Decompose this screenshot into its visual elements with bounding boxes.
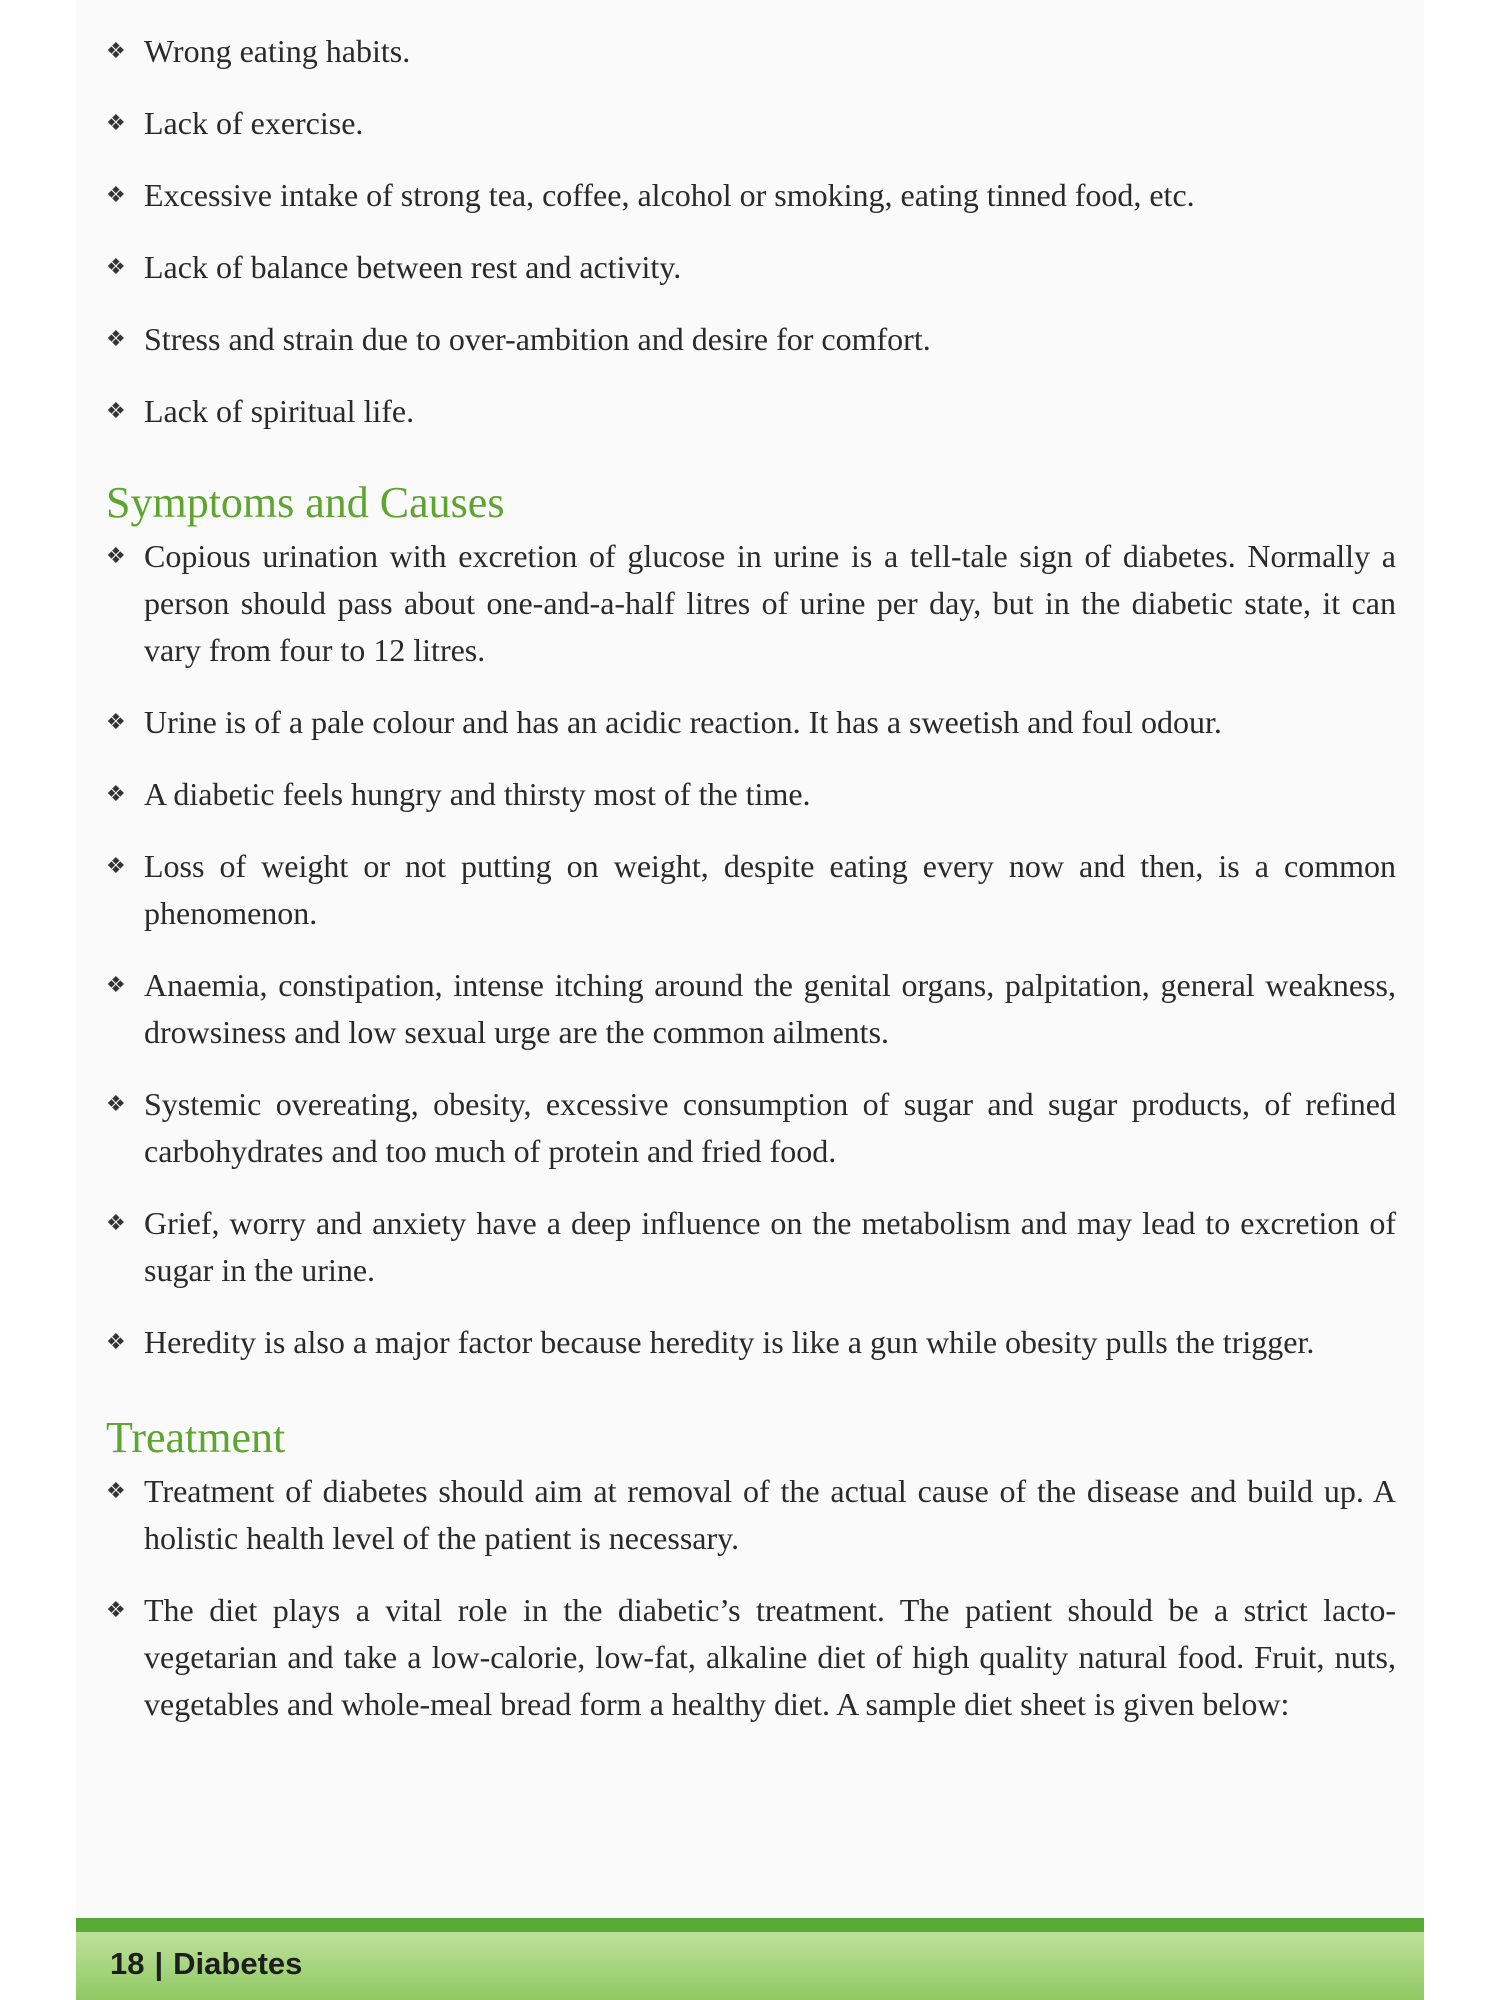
list-item — [106, 1468, 1396, 1562]
list-item-text: A diabetic feels hungry and thirsty most of the time. — [144, 776, 811, 812]
list-item-text: Treatment of diabetes should aim at removal of the actual cause of the disease and build up. A holistic health level of the patient is necessary. — [144, 1473, 1396, 1556]
page — [76, 0, 1424, 2000]
section-heading-symptoms: Symptoms and Causes — [106, 478, 505, 527]
page-number: 18 — [110, 1946, 145, 1981]
symptoms-list — [106, 533, 1396, 1366]
chapter-title: Diabetes — [173, 1946, 303, 1981]
list-item — [106, 388, 1396, 435]
bullet-diamond-icon: ❖ — [106, 973, 126, 998]
list-item — [106, 172, 1396, 219]
list-item-text: Lack of spiritual life. — [144, 393, 415, 429]
list-item — [106, 1200, 1396, 1294]
list-item-text: Systemic overeating, obesity, excessive consumption of sugar and sugar products, of refined carbohydrates and too much of protein and fried food. — [144, 1086, 1396, 1169]
bullet-diamond-icon: ❖ — [106, 854, 126, 879]
bullet-diamond-icon: ❖ — [106, 1479, 126, 1504]
treatment-list — [106, 1468, 1396, 1728]
bullet-diamond-icon: ❖ — [106, 544, 126, 569]
list-item-text: Excessive intake of strong tea, coffee, alcohol or smoking, eating tinned food, etc. — [144, 177, 1195, 213]
list-item — [106, 316, 1396, 363]
list-item-text: Copious urination with excretion of glucose in urine is a tell-tale sign of diabetes. Normally a person should pass about one-and-a-half litres of urine per day, but in the diabetic state, it can vary from four to 12 litres. — [144, 538, 1396, 668]
bullet-diamond-icon: ❖ — [106, 255, 126, 280]
bullet-diamond-icon: ❖ — [106, 1598, 126, 1623]
bullet-diamond-icon: ❖ — [106, 183, 126, 208]
section-heading-treatment: Treatment — [106, 1413, 286, 1462]
bullet-diamond-icon: ❖ — [106, 782, 126, 807]
list-item — [106, 699, 1396, 746]
list-item — [106, 843, 1396, 937]
list-item-text: Heredity is also a major factor because heredity is like a gun while obesity pulls the trigger. — [144, 1324, 1315, 1360]
list-item — [106, 28, 1396, 75]
bullet-diamond-icon: ❖ — [106, 1330, 126, 1355]
bullet-diamond-icon: ❖ — [106, 327, 126, 352]
list-item — [106, 962, 1396, 1056]
bullet-diamond-icon: ❖ — [106, 710, 126, 735]
list-item-text: Lack of balance between rest and activity. — [144, 249, 682, 285]
list-item-text: Stress and strain due to over-ambition and desire for comfort. — [144, 321, 931, 357]
bullet-diamond-icon: ❖ — [106, 111, 126, 136]
page-content — [106, 28, 1396, 1753]
list-item — [106, 1319, 1396, 1366]
list-item-text: Grief, worry and anxiety have a deep influence on the metabolism and may lead to excretion of sugar in the urine. — [144, 1205, 1396, 1288]
bullet-diamond-icon: ❖ — [106, 399, 126, 424]
list-item — [106, 244, 1396, 291]
page-footer — [76, 1918, 1424, 2000]
list-item-text: The diet plays a vital role in the diabetic’s treatment. The patient should be a strict lacto-vegetarian and take a low-calorie, low-fat, alkaline diet of high quality natural food. Fruit, nuts, vegetables and whole-meal bread form a healthy diet. A sample diet sheet is given below: — [144, 1592, 1396, 1722]
footer-accent-bar — [76, 1918, 1424, 1932]
list-item — [106, 533, 1396, 674]
list-item-text: Urine is of a pale colour and has an acidic reaction. It has a sweetish and foul odour. — [144, 704, 1222, 740]
bullet-diamond-icon: ❖ — [106, 1092, 126, 1117]
bullet-diamond-icon: ❖ — [106, 1211, 126, 1236]
list-item-text: Loss of weight or not putting on weight, despite eating every now and then, is a common phenomenon. — [144, 848, 1396, 931]
list-item — [106, 1081, 1396, 1175]
list-item — [106, 1587, 1396, 1728]
list-item — [106, 100, 1396, 147]
bullet-diamond-icon: ❖ — [106, 39, 126, 64]
list-item-text: Lack of exercise. — [144, 105, 364, 141]
list-item — [106, 771, 1396, 818]
footer-separator: | — [154, 1946, 164, 1981]
list-item-text: Wrong eating habits. — [144, 33, 411, 69]
footer-label — [110, 1946, 302, 1982]
causes-list — [106, 28, 1396, 435]
list-item-text: Anaemia, constipation, intense itching around the genital organs, palpitation, general weakness, drowsiness and low sexual urge are the common ailments. — [144, 967, 1396, 1050]
